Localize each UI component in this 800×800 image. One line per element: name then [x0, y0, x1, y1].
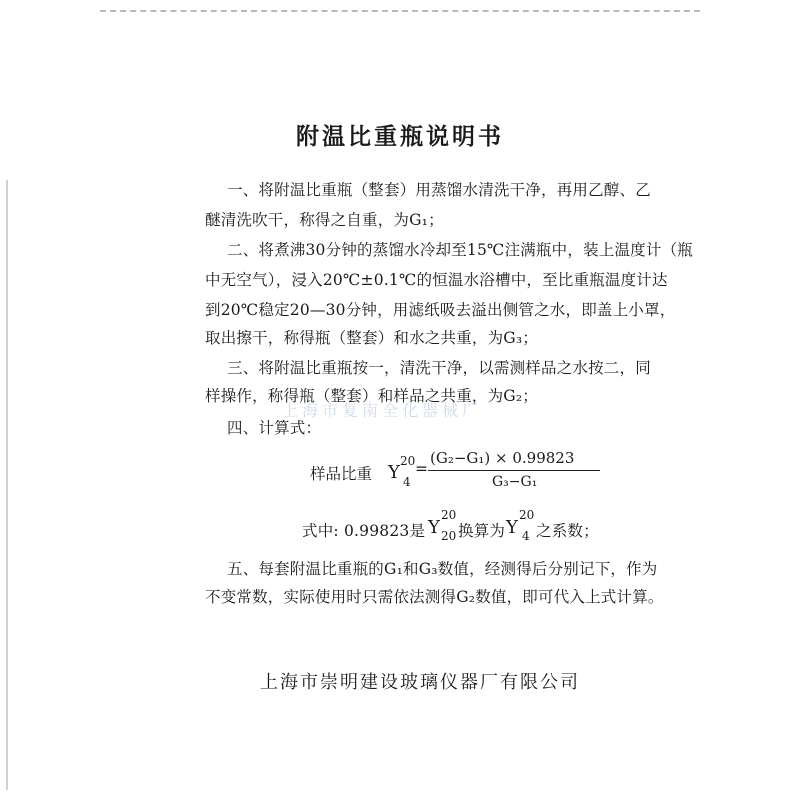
paragraph-1-line-2: 醚清洗吹干，称得之自重，为G₁； — [205, 211, 444, 229]
formula-fraction-bar — [428, 470, 600, 471]
note-suffix: 之系数； — [536, 522, 599, 540]
note-prefix: 式中: 0.99823是 — [302, 522, 426, 540]
paragraph-2-line-2: 中无空气），浸入20℃±0.1℃的恒温水浴槽中，至比重瓶温度计达 — [205, 271, 668, 289]
paragraph-5-line-2: 不变常数，实际使用时只需依法测得G₂数值，即可代入上式计算。 — [205, 588, 664, 606]
paragraph-1-line-1: 一、将附温比重瓶（整套）用蒸馏水清洗干净，再用乙醇、乙 — [227, 181, 651, 199]
formula-equals: = — [415, 460, 429, 478]
document-title: 附温比重瓶说明书 — [296, 124, 504, 150]
note-y1-symbol: Y — [428, 517, 440, 538]
formula-y-symbol: Y — [388, 462, 400, 483]
formula-denominator: G₃−G₁ — [492, 474, 538, 490]
note-y2-subscript: 4 — [522, 529, 530, 543]
paragraph-2-line-4: 取出擦干，称得瓶（整套）和水之共重，为G₃； — [205, 329, 538, 347]
faded-watermark-text: 上海市复南全化器械厂 — [282, 401, 483, 420]
paragraph-4: 四、计算式： — [227, 419, 322, 437]
paragraph-3-line-2: 样操作，称得瓶（整套）和样品之共重，为G₂； — [205, 387, 538, 405]
note-y2-symbol: Y — [506, 517, 518, 538]
formula-numerator: (G₂−G₁) × 0.99823 — [430, 449, 575, 467]
formula-label: 样品比重 — [310, 465, 373, 483]
paragraph-2-line-3: 到20℃稳定20—30分钟，用滤纸吸去溢出侧管之水，即盖上小罩， — [205, 301, 676, 319]
formula-y-superscript: 20 — [400, 454, 416, 468]
note-y2-superscript: 20 — [519, 508, 535, 522]
scan-edge-top — [100, 10, 700, 12]
formula-y-subscript: 4 — [403, 475, 411, 489]
note-y1-subscript: 20 — [441, 529, 457, 543]
note-y1-superscript: 20 — [441, 508, 457, 522]
paragraph-2-line-1: 二、将煮沸30分钟的蒸馏水冷却至15℃注满瓶中，装上温度计（瓶 — [227, 241, 693, 259]
paragraph-3-line-1: 三、将附温比重瓶按一，清洗干净，以需测样品之水按二，同 — [227, 359, 651, 377]
company-footer: 上海市崇明建设玻璃仪器厂有限公司 — [260, 672, 580, 693]
scan-edge-left — [6, 180, 8, 790]
note-middle: 换算为 — [458, 522, 506, 540]
paragraph-5-line-1: 五、每套附温比重瓶的G₁和G₃数值，经测得后分别记下，作为 — [227, 560, 658, 578]
